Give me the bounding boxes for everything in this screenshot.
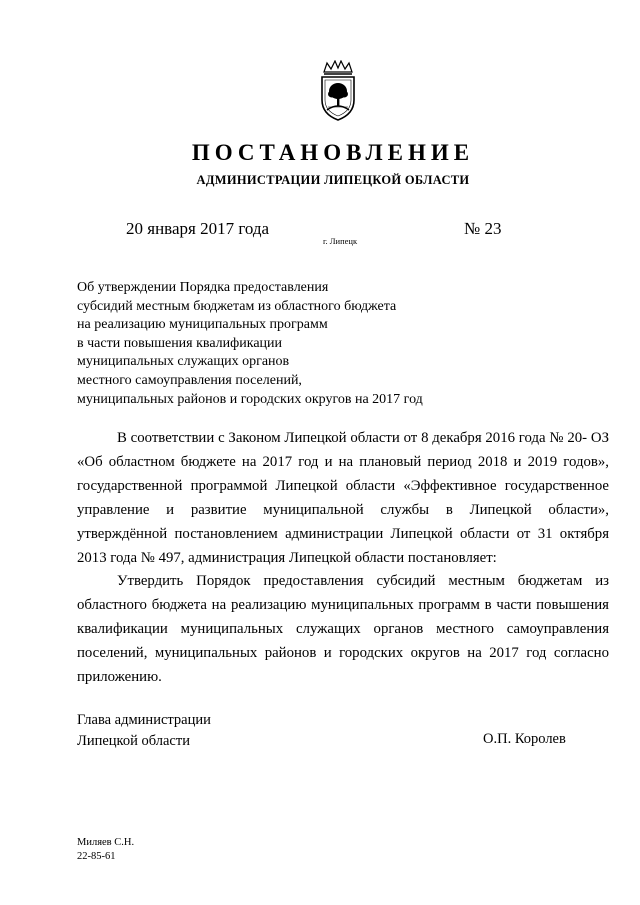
document-number: № 23 (464, 219, 502, 238)
executor-info (77, 836, 134, 864)
body-paragraph-preamble: В соответствии с Законом Липецкой области от 8 декабря 2016 года № 20- ОЗ «Об областном бюджете на 2017 год и на плановый период 2018 и 2019 годов», государственной программой Липецкой области «Эффективное государственное управление и развитие муниципальной службы в Липецкой области», утверждённой постановлением администрации Липецкой области от 31 октября 2013 года № 497, администрация Липецкой области постановляет: (77, 430, 609, 566)
subject-line: в части повышения квалификации (77, 335, 283, 351)
body-paragraph-resolution: Утвердить Порядок предоставления субсидий местным бюджетам из областного бюджета на реализацию муниципальных программ в части повышения квалификации муниципальных служащих органов местного самоуправления поселений, муниципальных районов и городских округов на 2017 год согласно приложению. (77, 573, 609, 686)
document-subject (77, 279, 477, 409)
signer-position-line: Глава администрации (77, 712, 211, 728)
subject-line: Об утверждении Порядка предоставления (77, 280, 329, 295)
executor-name: Миляев С.Н. (77, 837, 135, 848)
document-title: ПОСТАНОВЛЕНИЕ (191, 140, 475, 165)
signer-position-line: Липецкой области (77, 733, 190, 749)
signer-name: О.П. Королев (483, 731, 566, 747)
document-subtitle: АДМИНИСТРАЦИИ ЛИПЕЦКОЙ ОБЛАСТИ (196, 173, 470, 187)
executor-phone: 22-85-61 (77, 851, 116, 862)
subject-line: на реализацию муниципальных программ (77, 317, 328, 333)
subject-line: муниципальных служащих органов (77, 354, 290, 370)
lipetsk-coat-of-arms-icon (318, 60, 358, 122)
subject-line: субсидий местным бюджетам из областного бюджета (77, 298, 397, 314)
document-body (77, 427, 609, 690)
document-place: г. Липецк (323, 236, 358, 246)
subject-line: местного самоуправления поселений, (77, 372, 302, 388)
signer-position (77, 710, 211, 752)
document-date: 20 января 2017 года (126, 219, 270, 238)
subject-line: муниципальных районов и городских округов на 2017 год (77, 391, 423, 407)
